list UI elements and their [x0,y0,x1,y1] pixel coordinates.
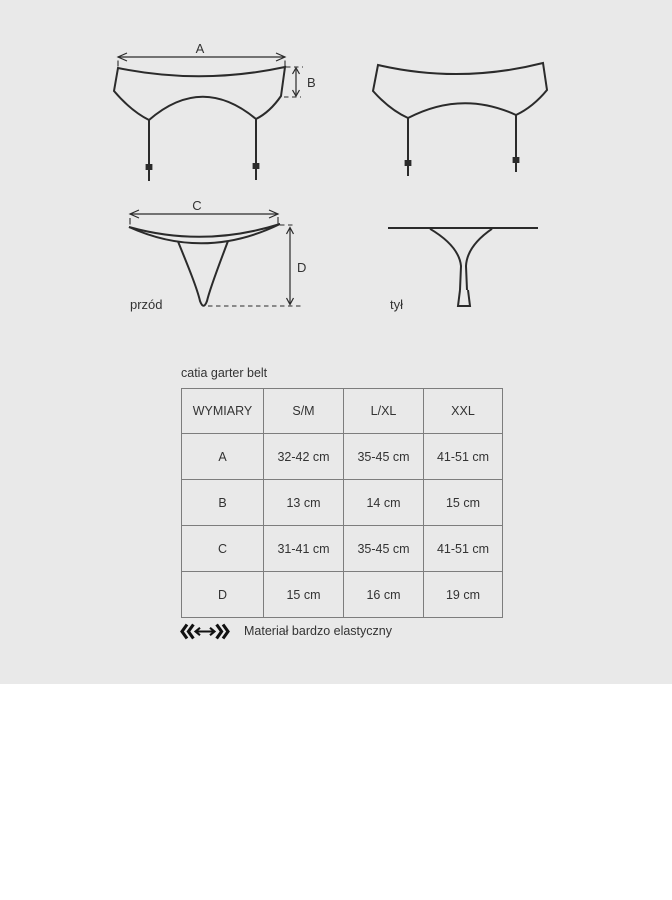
thong-waistband-bottom-edge [129,224,280,243]
value-cell: 32-42 cm [264,434,344,480]
size-table [181,388,503,618]
table-header-row [182,389,503,434]
thong-back-right-edge [466,229,492,290]
garter-belt-back-diagram [373,63,547,176]
value-cell: 31-41 cm [264,526,344,572]
value-cell: 19 cm [424,572,503,618]
table-header-cell: WYMIARY [182,389,264,434]
front-view-caption: przód [130,297,163,312]
value-cell: 41-51 cm [424,526,503,572]
value-cell: 35-45 cm [344,434,424,480]
thong-front-diagram [129,198,306,312]
dimension-c-label: C [192,198,202,213]
garter-clip-right [253,163,260,169]
thong-back-left-edge [430,229,461,290]
table-row [182,526,503,572]
value-cell: 35-45 cm [344,526,424,572]
value-cell: 13 cm [264,480,344,526]
table-row [182,434,503,480]
thong-front-panel [178,241,228,306]
material-note [180,620,392,642]
dimension-cell: C [182,526,264,572]
elasticity-stretch-icon [180,623,230,640]
size-diagrams [0,0,672,340]
value-cell: 15 cm [264,572,344,618]
thong-back-diagram [388,228,538,312]
back-view-caption: tył [390,297,403,312]
table-header-cell: L/XL [344,389,424,434]
material-note-text: Materiał bardzo elastyczny [244,624,392,638]
thong-back-gusset [458,290,470,306]
garter-clip-right [513,157,520,163]
table-row [182,480,503,526]
dimension-cell: B [182,480,264,526]
dimension-a-label: A [195,41,205,56]
garter-belt-back-outline [373,63,547,118]
value-cell: 16 cm [344,572,424,618]
value-cell: 41-51 cm [424,434,503,480]
garter-clip-left [146,164,153,170]
dimension-cell: A [182,434,264,480]
table-header-cell: S/M [264,389,344,434]
dimension-b-label: B [307,75,316,90]
garter-belt-front-diagram [114,41,316,181]
value-cell: 15 cm [424,480,503,526]
dimension-cell: D [182,572,264,618]
product-title: catia garter belt [181,366,268,380]
dimension-d-label: D [297,260,307,275]
table-row [182,572,503,618]
garter-clip-left [405,160,412,166]
value-cell: 14 cm [344,480,424,526]
table-header-cell: XXL [424,389,503,434]
garter-belt-front-outline [114,67,285,120]
